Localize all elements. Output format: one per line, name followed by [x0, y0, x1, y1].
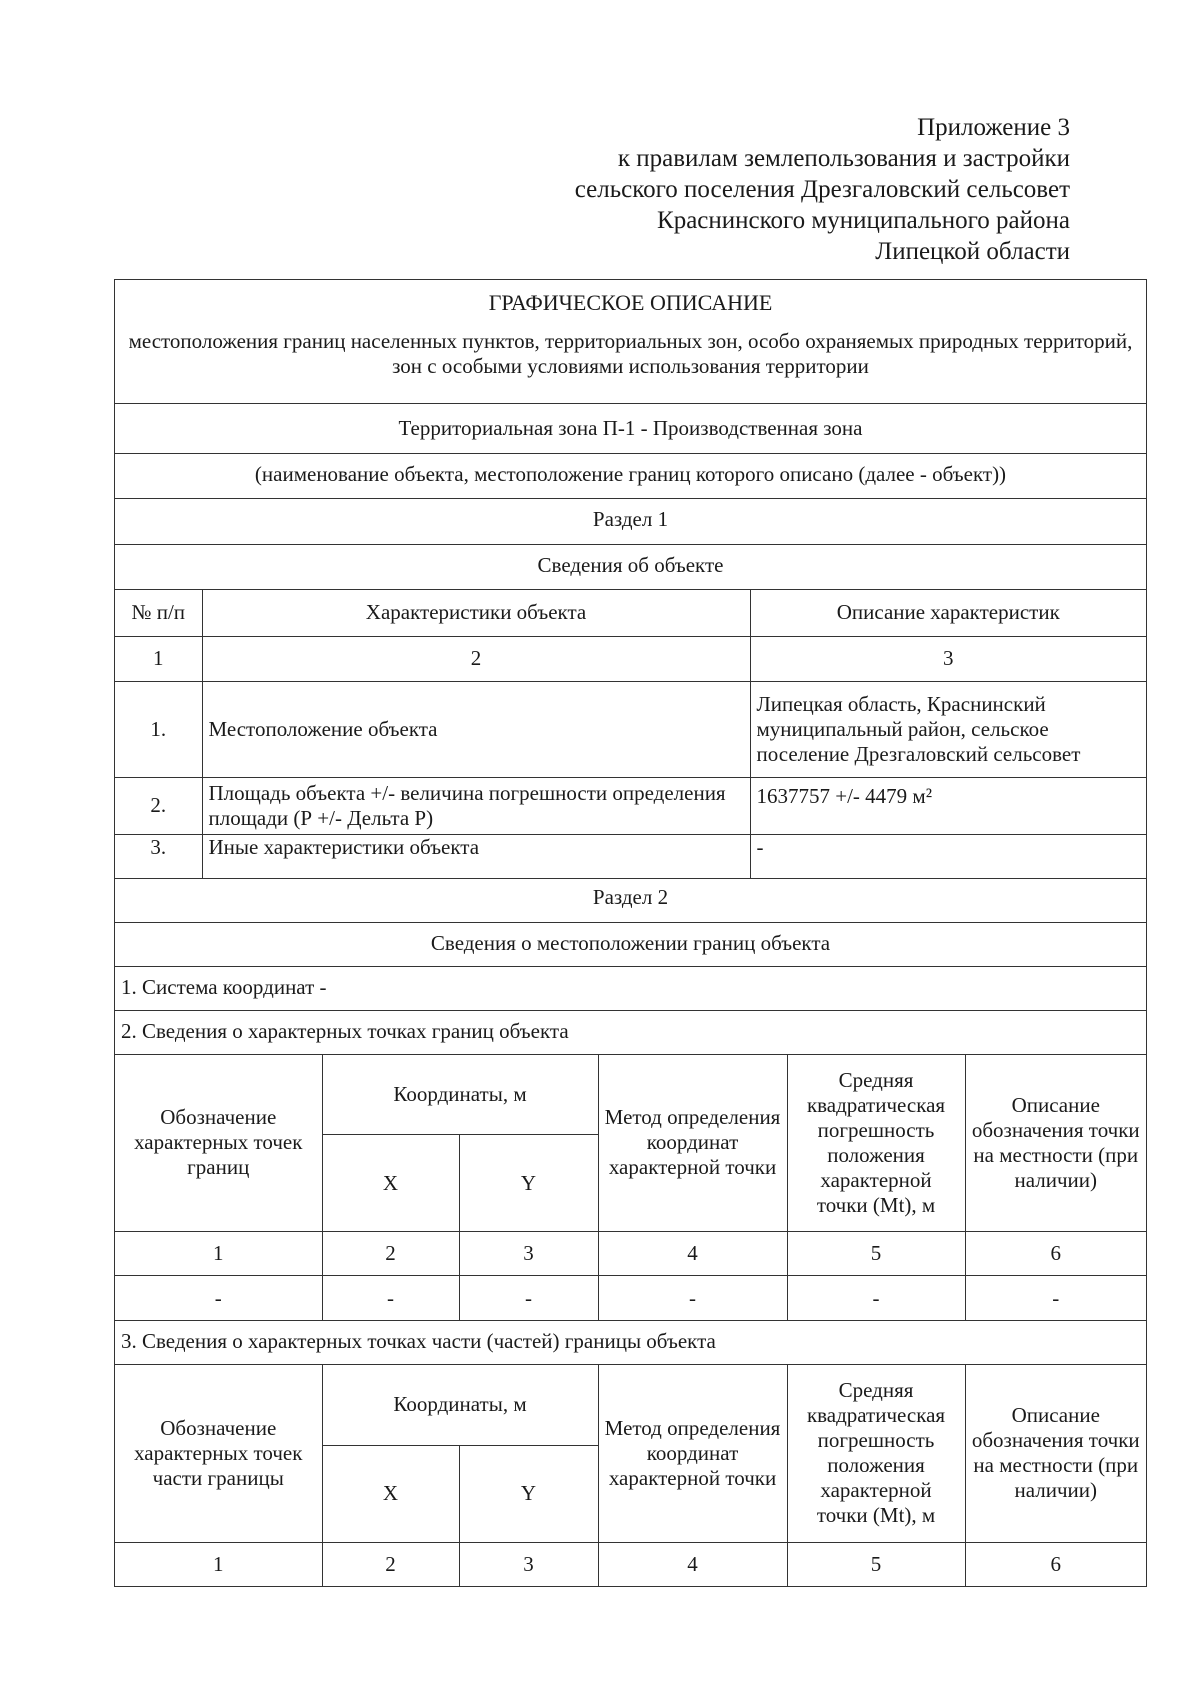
cell: - [787, 1276, 965, 1321]
col-header: Метод определения координат характерной точки [598, 1055, 787, 1232]
col-header-x: X [322, 1135, 459, 1232]
row-number: 2. [115, 777, 202, 834]
table-row [115, 834, 1146, 878]
col-number: 4 [598, 1542, 787, 1586]
object-caption: (наименование объекта, местоположение границ которого описано (далее - объект)) [115, 454, 1146, 499]
col-header: Метод определения координат характерной точки [598, 1365, 787, 1542]
parts-title: 3. Сведения о характерных точках части (частей) границы объекта [115, 1321, 1146, 1365]
row-number: 3. [115, 834, 202, 878]
col-number: 2 [202, 636, 750, 681]
row-value: - [750, 834, 1146, 878]
table-header-row [115, 1055, 1146, 1135]
appendix-header [575, 112, 1070, 267]
cell: - [115, 1276, 322, 1321]
object-info-table [115, 590, 1146, 879]
col-header: Средняя квадратическая погрешность положения характерной точки (Mt), м [787, 1055, 965, 1232]
col-number: 2 [322, 1232, 459, 1276]
cell: - [459, 1276, 598, 1321]
appendix-line: Краснинского муниципального района [657, 207, 1070, 234]
col-number: 4 [598, 1232, 787, 1276]
boundary-points-table [115, 1055, 1146, 1322]
col-number: 3 [459, 1542, 598, 1586]
cell: - [965, 1276, 1146, 1321]
col-number: 3 [750, 636, 1146, 681]
section2-label: Раздел 2 [115, 879, 1146, 923]
col-header: Координаты, м [322, 1055, 598, 1135]
col-header-x: X [322, 1445, 459, 1542]
column-number-row [115, 1232, 1146, 1276]
column-number-row [115, 1542, 1146, 1586]
appendix-line: Липецкой области [875, 238, 1070, 265]
appendix-line: сельского поселения Дрезгаловский сельсовет [574, 176, 1070, 203]
col-number: 1 [115, 1542, 322, 1586]
points-title: 2. Сведения о характерных точках границ объекта [115, 1011, 1146, 1055]
table-header-row [115, 1365, 1146, 1445]
col-number: 5 [787, 1542, 965, 1586]
row-number: 1. [115, 681, 202, 777]
col-number: 2 [322, 1542, 459, 1586]
document-frame [114, 279, 1147, 1587]
row-value: 1637757 +/- 4479 м² [750, 777, 1146, 834]
col-header: Описание обозначения точки на местности (при наличии) [965, 1365, 1146, 1542]
col-header: Характеристики объекта [202, 590, 750, 636]
table-row [115, 777, 1146, 834]
col-header: Описание характеристик [750, 590, 1146, 636]
col-header-y: Y [459, 1445, 598, 1542]
coord-system: 1. Система координат - [115, 967, 1146, 1011]
col-header: Обозначение характерных точек части границы [115, 1365, 322, 1542]
table-header-row [115, 590, 1146, 636]
row-value: Липецкая область, Краснинский муниципальный район, сельское поселение Дрезгаловский сельсовет [750, 681, 1146, 777]
section2-title: Сведения о местоположении границ объекта [115, 923, 1146, 967]
part-points-table [115, 1365, 1146, 1587]
col-header: Обозначение характерных точек границ [115, 1055, 322, 1232]
object-name: Территориальная зона П-1 - Производственная зона [115, 404, 1146, 454]
doc-subtitle: местоположения границ населенных пунктов, территориальных зон, особо охраняемых природных территорий, зон с особыми условиями использования территории [128, 329, 1133, 378]
section1-title: Сведения об объекте [115, 545, 1146, 590]
row-name: Местоположение объекта [202, 681, 750, 777]
table-row [115, 681, 1146, 777]
appendix-line: Приложение 3 [917, 114, 1070, 141]
col-number: 1 [115, 636, 202, 681]
title-block [115, 280, 1146, 404]
row-name: Площадь объекта +/- величина погрешности определения площади (Р +/- Дельта Р) [202, 777, 750, 834]
col-number: 5 [787, 1232, 965, 1276]
column-number-row [115, 636, 1146, 681]
col-header-y: Y [459, 1135, 598, 1232]
col-number: 1 [115, 1232, 322, 1276]
table-row [115, 1276, 1146, 1321]
cell: - [322, 1276, 459, 1321]
cell: - [598, 1276, 787, 1321]
col-header: № п/п [115, 590, 202, 636]
col-number: 6 [965, 1232, 1146, 1276]
col-number: 6 [965, 1542, 1146, 1586]
col-number: 3 [459, 1232, 598, 1276]
appendix-line: к правилам землепользования и застройки [617, 145, 1070, 172]
row-name: Иные характеристики объекта [202, 834, 750, 878]
section1-label: Раздел 1 [115, 499, 1146, 545]
col-header: Средняя квадратическая погрешность положения характерной точки (Mt), м [787, 1365, 965, 1542]
col-header: Координаты, м [322, 1365, 598, 1445]
doc-title: ГРАФИЧЕСКОЕ ОПИСАНИЕ [488, 290, 773, 315]
col-header: Описание обозначения точки на местности (при наличии) [965, 1055, 1146, 1232]
